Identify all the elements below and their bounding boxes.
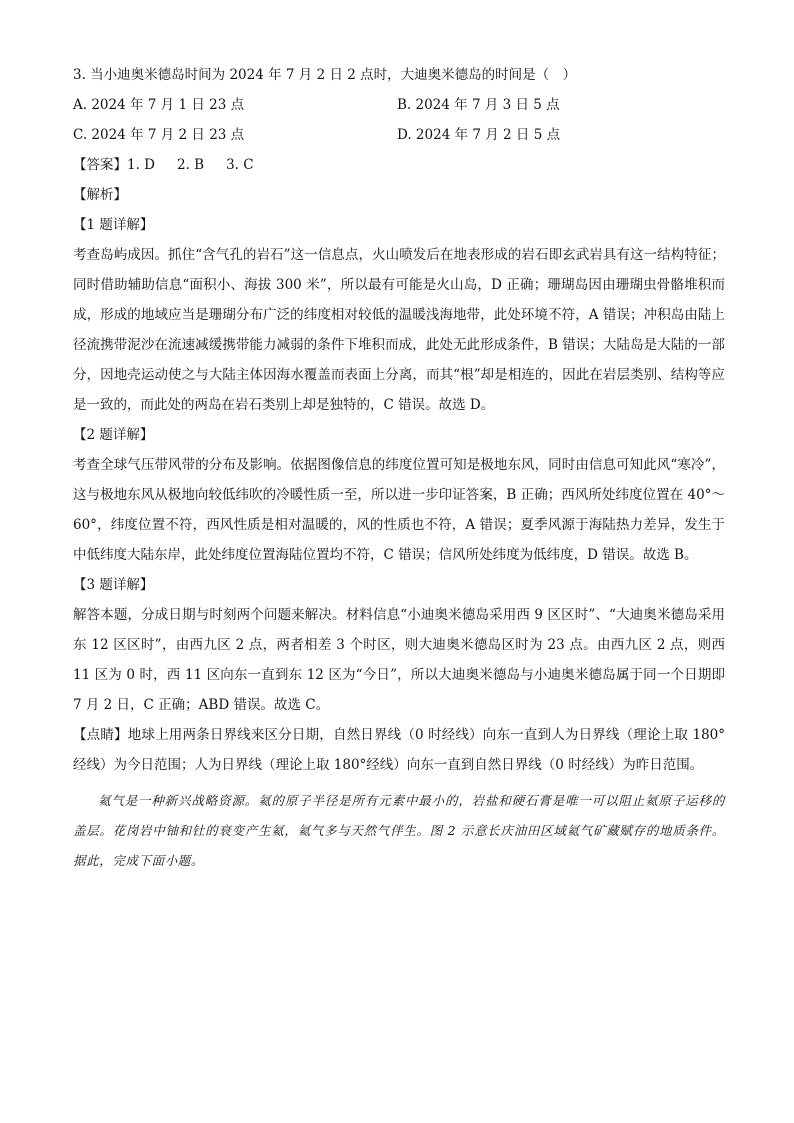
detail-3-heading: 【3 题详解】 — [73, 577, 154, 593]
answer-line — [73, 150, 725, 180]
detail-1-heading: 【1 题详解】 — [73, 217, 154, 233]
answer-3: 3. C — [226, 157, 254, 173]
answer-label: 【答案】 — [73, 157, 127, 173]
option-c: C. 2024 年 7 月 2 日 23 点 — [73, 127, 245, 143]
detail-2-text: 考查全球气压带风带的分布及影响。依据图像信息的纬度位置可知是极地东风，同时由信息可知此风“寒冷”，这与极地东风从极地向较低纬吹的冷暖性质一至，所以进一步印证答案，B 正确；西风所处纬度位置在 40°～60°，纬度位置不符，西风性质是相对温暖的，风的性质也不符，A 错误；夏季风源于海陆热力差异，发生于中低纬度大陆东岸，此处纬度位置海陆位置均不符，C 错误；信风所处纬度为低纬度，D 错误。故选 B。 — [73, 457, 725, 563]
answer-1: 1. D — [127, 157, 155, 173]
detail-2-heading: 【2 题详解】 — [73, 427, 154, 443]
material-paragraph: 氦气是一种新兴战略资源。氦的原子半径是所有元素中最小的，岩盐和硬石膏是唯一可以阻止氦原子运移的盖层。花岗岩中铀和钍的衰变产生氦，氦气多与天然气伴生。图 2 示意长庆油田区域氦气矿藏赋存的地质条件。据此，完成下面小题。 — [73, 793, 725, 868]
tip-label: 【点睛】 — [73, 727, 128, 743]
question-3-options — [73, 90, 725, 150]
answer-2: 2. B — [177, 157, 205, 173]
tip-text: 地球上用两条日界线来区分日期，自然日界线（0 时经线）向东一直到人为日界线（理论上取 180°经线）为今日范围；人为日界线（理论上取 180°经线）向东一直到自然日界线（0 时经线）为昨日范围。 — [73, 727, 725, 773]
tip-paragraph — [73, 720, 725, 780]
detail-1-text: 考查岛屿成因。抓住“含气孔的岩石”这一信息点，火山喷发后在地表形成的岩石即玄武岩具有这一结构特征；同时借助辅助信息“面积小、海拔 300 米”，所以最有可能是火山岛，D 正确；珊瑚岛因由珊瑚虫骨骼堆积而成，形成的地域应当是珊瑚分布广泛的纬度相对较低的温暖浅海地带，此处环境不符，A 错误；冲积岛由陆上径流携带泥沙在流速减缓携带能力减弱的条件下堆积而成，此处无此形成条件，B 错误；大陆岛是大陆的一部分，因地壳运动使之与大陆主体因海水覆盖而表面上分离，而其“根”却是相连的，因此在岩层类别、结构等应是一致的，而此处的两岛在岩石类别上却是独特的，C 错误。故选 D。 — [73, 247, 725, 413]
analysis-label: 【解析】 — [73, 187, 127, 203]
detail-3-text: 解答本题，分成日期与时刻两个问题来解决。材料信息“小迪奥米德岛采用西 9 区区时”、“大迪奥米德岛采用东 12 区区时”，由西九区 2 点，两者相差 3 个时区，则大迪奥米德岛区时为 23 点。由西九区 2 点，则西 11 区为 0 时，西 11 区向东一直到东 12 区为“今日”，所以大迪奥米德岛与小迪奥米德岛属于同一个日期即 7 月 2 日，C 正确；ABD 错误。故选 C。 — [73, 607, 725, 713]
option-d: D. 2024 年 7 月 2 日 5 点 — [397, 127, 561, 143]
option-b: B. 2024 年 7 月 3 日 5 点 — [397, 97, 560, 113]
option-a: A. 2024 年 7 月 1 日 23 点 — [73, 97, 245, 113]
question-3-stem: 3. 当小迪奥米德岛时间为 2024 年 7 月 2 日 2 点时，大迪奥米德岛的时间是（ ） — [73, 67, 577, 83]
document-page — [73, 60, 725, 876]
